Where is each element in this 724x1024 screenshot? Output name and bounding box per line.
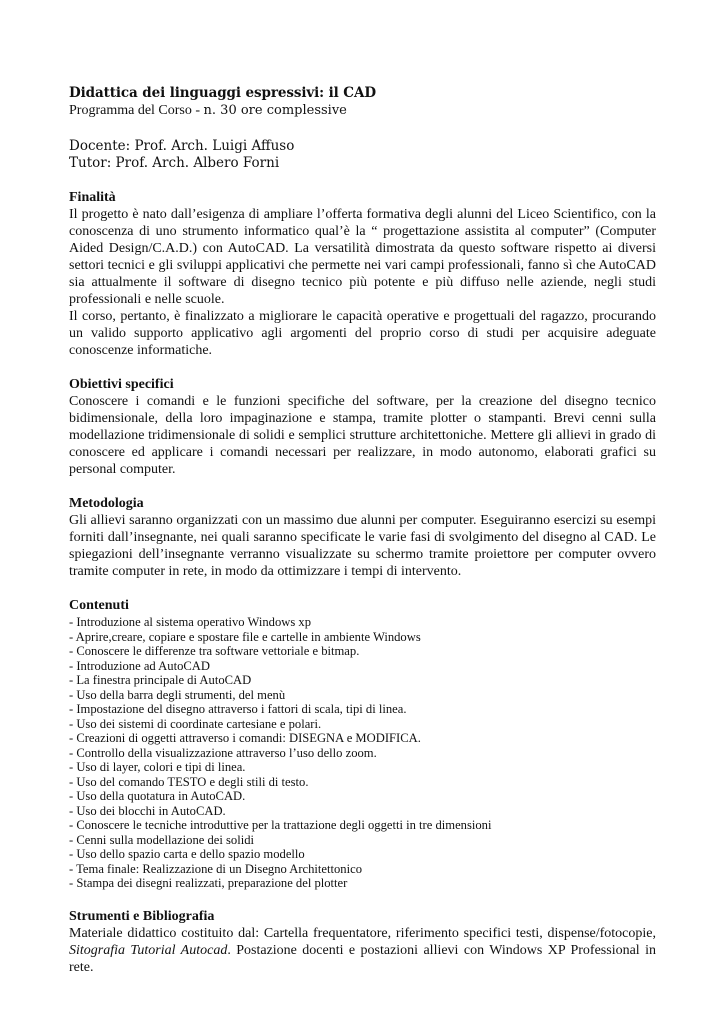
subtitle-prefix: Programma del Corso - xyxy=(69,103,204,118)
strumenti-paragraph xyxy=(69,925,656,976)
strumenti-text-after: . Postazione docenti e postazioni allievi con Windows XP Professional in rete. xyxy=(69,942,656,975)
obiettivi-paragraph: Conoscere i comandi e le funzioni specifiche del software, per la creazione del disegno tecnico bidimensionale, della loro impaginazione e stampa, tramite plotter o stampanti. Brevi cenni sulla modellazione tridimensionale di solidi e semplici strutture architettoniche. Mettere gli allievi in grado di conoscere ed applicare i comandi necessari per realizzare, in modo autonomo, elaborati grafici su personal computer. xyxy=(69,394,656,477)
section-strumenti xyxy=(69,908,656,976)
list-item: - Uso della quotatura in AutoCAD. xyxy=(69,789,246,803)
strumenti-heading: Strumenti e Bibliografia xyxy=(69,908,215,924)
document-subtitle xyxy=(69,102,656,120)
list-item: - Uso dello spazio carta e dello spazio modello xyxy=(69,847,305,861)
list-item: - Uso di layer, colori e tipi di linea. xyxy=(69,760,246,774)
section-contenuti xyxy=(69,597,656,891)
subtitle-hours: n. 30 ore complessive xyxy=(203,103,347,118)
section-finalita xyxy=(69,189,656,359)
list-item: - Aprire,creare, copiare e spostare file e cartelle in ambiente Windows xyxy=(69,629,421,644)
list-item: - Uso dei sistemi di coordinate cartesiane e polari. xyxy=(69,716,322,731)
section-obiettivi xyxy=(69,376,656,478)
contenuti-list xyxy=(69,615,656,891)
document-page xyxy=(69,84,656,976)
list-item: - Conoscere le tecniche introduttive per la trattazione degli oggetti in tre dimensioni xyxy=(69,818,492,832)
metodologia-heading: Metodologia xyxy=(69,496,144,511)
list-item: - Creazioni di oggetti attraverso i comandi: DISEGNA e MODIFICA. xyxy=(69,731,421,745)
finalita-paragraph-1: Il progetto è nato dall’esigenza di ampliare l’offerta formativa degli alunni del Liceo Scientifico, con la conoscenza di uno strumento informatico qual’è la “ progettazione assistita al computer” (Computer Aided Design/C.A.D.) con AutoCAD. La versatilità dimostrata da questo software rispetto ai diversi settori tecnici e gli sviluppi applicativi che permette nei vari campi professionali, fanno sì che AutoCAD sia attualmente il software di disegno tecnico più potente e più diffuso nelle aziende, negli studi professionali e nelle scuole. xyxy=(69,207,656,307)
obiettivi-heading: Obiettivi specifici xyxy=(69,377,174,392)
contenuti-heading: Contenuti xyxy=(69,598,129,613)
section-metodologia xyxy=(69,495,656,580)
strumenti-text-before: Materiale didattico costituito dal: Cartella frequentatore, riferimento specifici testi, dispense/fotocopie, xyxy=(69,925,656,941)
list-item: - Tema finale: Realizzazione di un Disegno Architettonico xyxy=(69,861,362,876)
list-item: - Conoscere le differenze tra software vettoriale e bitmap. xyxy=(69,644,360,658)
document-title: Didattica dei linguaggi espressivi: il CAD xyxy=(69,85,376,101)
list-item: - Uso della barra degli strumenti, del menù xyxy=(69,687,286,702)
strumenti-italic-title: Sitografia Tutorial Autocad xyxy=(69,942,228,958)
list-item: - Cenni sulla modellazione dei solidi xyxy=(69,832,255,847)
list-item: - Stampa dei disegni realizzati, preparazione del plotter xyxy=(69,876,348,890)
finalita-heading: Finalità xyxy=(69,190,116,205)
finalita-paragraph-2: Il corso, pertanto, è finalizzato a migliorare le capacità operative e progettuali del ragazzo, procurando un valido supporto applicativo agli argomenti del proprio corso di studi per acquisire adeguate conoscenze informatiche. xyxy=(69,309,656,358)
list-item: - Uso dei blocchi in AutoCAD. xyxy=(69,803,226,818)
metodologia-paragraph: Gli allievi saranno organizzati con un massimo due alunni per computer. Eseguiranno esercizi su esempi forniti dall’insegnante, nei quali saranno specificate le varie fasi di svolgimento del disegno al CAD. Le spiegazioni dell’insegnante verranno visualizzate su schermo tramite proiettore per computer ovvero tramite computer in rete, in modo da ottimizzare i tempi di intervento. xyxy=(69,513,656,579)
list-item: - Introduzione al sistema operativo Windows xp xyxy=(69,615,311,629)
staff-block xyxy=(69,138,656,172)
list-item: - Uso del comando TESTO e degli stili di testo. xyxy=(69,774,309,789)
list-item: - Impostazione del disegno attraverso i fattori di scala, tipi di linea. xyxy=(69,702,407,716)
list-item: - Controllo della visualizzazione attraverso l’uso dello zoom. xyxy=(69,745,377,760)
docente-line: Docente: Prof. Arch. Luigi Affuso xyxy=(69,138,295,154)
list-item: - La finestra principale di AutoCAD xyxy=(69,673,252,687)
list-item: - Introduzione ad AutoCAD xyxy=(69,658,210,673)
tutor-line: Tutor: Prof. Arch. Albero Forni xyxy=(69,155,280,171)
